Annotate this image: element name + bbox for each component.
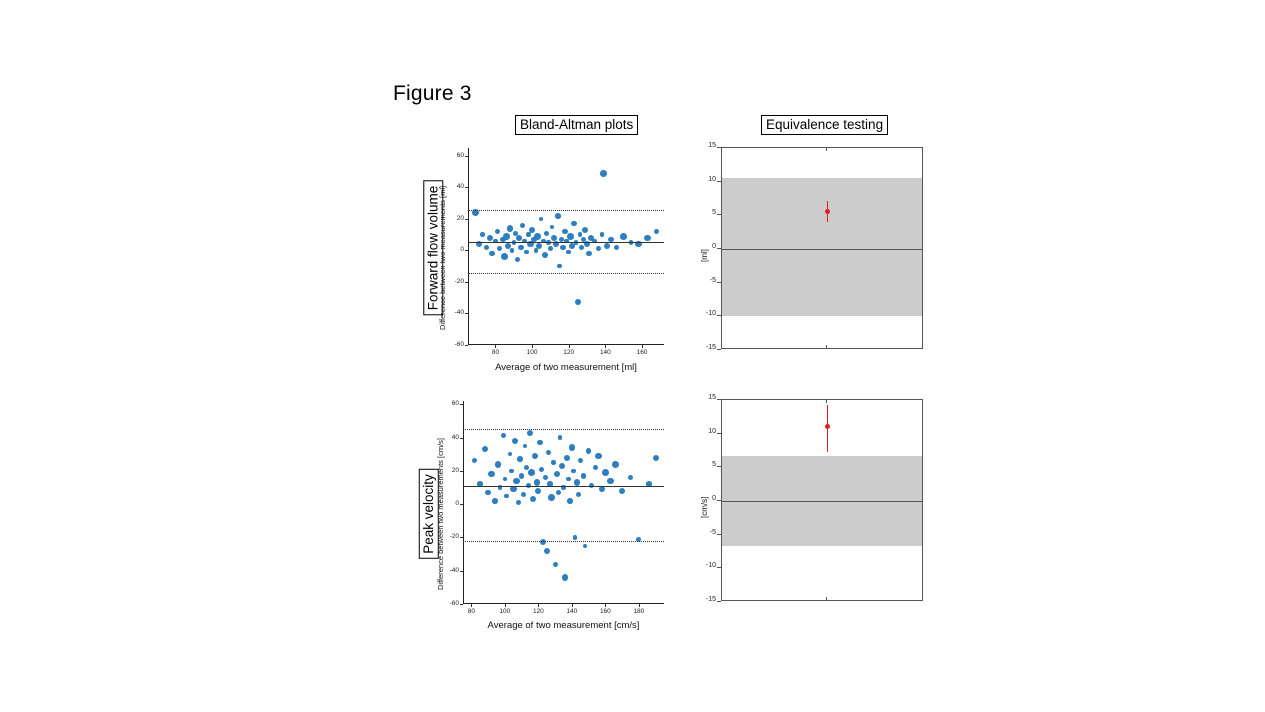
y-tick-mark: [717, 214, 721, 215]
point-estimate-marker: [825, 424, 830, 429]
y-tick-label: -10: [705, 310, 716, 318]
y-tick-label: -10: [705, 562, 716, 570]
scatter-point: [534, 248, 538, 252]
y-tick-label: -20: [454, 277, 464, 285]
scatter-point: [519, 473, 525, 479]
scatter-point: [600, 232, 604, 236]
scatter-point: [503, 233, 510, 240]
scatter-point: [509, 469, 513, 473]
upper-limit-of-agreement-line: [463, 429, 664, 430]
x-tick-mark: [639, 604, 640, 607]
chart-equivalence-peak-velocity: [721, 399, 923, 601]
scatter-point: [575, 299, 581, 305]
scatter-point: [614, 245, 620, 251]
scatter-point: [544, 548, 550, 554]
row-header-peak-velocity: Peak velocity: [419, 469, 439, 559]
y-axis-label-eq1: [ml]: [700, 249, 709, 262]
scatter-point: [530, 496, 536, 502]
scatter-point: [489, 251, 495, 257]
y-tick-label: 15: [708, 394, 716, 401]
y-tick-label: -5: [709, 276, 716, 284]
scatter-point: [551, 460, 555, 464]
scatter-point: [520, 223, 525, 228]
scatter-point: [484, 245, 490, 251]
x-tick-label: 180: [633, 608, 645, 615]
y-tick-mark: [717, 399, 721, 400]
scatter-point: [527, 430, 533, 436]
scatter-point: [534, 479, 540, 485]
y-tick-label: -40: [449, 566, 459, 574]
chart-bland-altman-forward-flow-volume: [468, 148, 664, 345]
scatter-point: [492, 498, 498, 504]
scatter-point: [495, 229, 501, 235]
scatter-point: [539, 217, 543, 221]
scatter-point: [553, 562, 558, 567]
zero-line: [722, 249, 922, 250]
scatter-point: [554, 471, 560, 477]
y-tick-label: -20: [449, 533, 459, 541]
plot-area: [463, 401, 664, 604]
scatter-point: [612, 461, 619, 468]
y-tick-label: 5: [712, 209, 716, 217]
x-tick-label: 160: [636, 349, 648, 356]
scatter-point: [573, 535, 577, 539]
x-tick-label: 80: [467, 608, 475, 615]
y-tick-mark: [717, 349, 721, 350]
y-tick-mark: [460, 504, 463, 505]
y-tick-mark: [717, 601, 721, 602]
y-tick-mark: [465, 345, 468, 346]
y-tick-mark: [717, 500, 721, 501]
y-tick-label: 0: [455, 500, 459, 508]
scatter-point: [482, 446, 488, 452]
y-axis-label-ba2: Difference between two measurements [cm/s]: [436, 437, 445, 590]
y-tick-mark: [717, 433, 721, 434]
scatter-point: [513, 478, 520, 485]
scatter-point: [488, 471, 494, 477]
y-tick-mark: [460, 571, 463, 572]
y-axis-label-ba1: Difference between two measurements [ml]: [438, 185, 447, 330]
scatter-point: [576, 492, 581, 497]
y-tick-label: 20: [451, 466, 459, 474]
scatter-point: [536, 243, 542, 249]
x-tick-mark: [826, 345, 827, 349]
x-tick-label: 120: [532, 608, 544, 615]
chart-bland-altman-peak-velocity: [463, 401, 664, 604]
scatter-point: [569, 444, 576, 451]
x-tick-mark-top: [826, 147, 827, 151]
x-tick-label: 120: [563, 349, 575, 356]
scatter-point: [586, 251, 592, 257]
y-tick-label: 0: [712, 243, 716, 250]
x-axis-label-ba2: Average of two measurement [cm/s]: [487, 620, 640, 631]
scatter-point: [558, 435, 562, 439]
scatter-point: [567, 233, 574, 240]
y-tick-label: -15: [705, 596, 716, 603]
scatter-point: [534, 233, 541, 240]
scatter-point: [628, 475, 633, 480]
column-header-bland-altman: Bland-Altman plots: [515, 115, 638, 135]
scatter-point: [578, 232, 582, 236]
scatter-point: [532, 453, 539, 460]
y-tick-label: -60: [449, 600, 459, 607]
scatter-point: [501, 433, 506, 438]
scatter-point: [566, 250, 571, 255]
scatter-point: [566, 477, 570, 481]
scatter-point: [556, 490, 562, 496]
scatter-point: [497, 246, 502, 251]
scatter-point: [644, 235, 650, 241]
upper-limit-of-agreement-line: [468, 210, 664, 211]
y-tick-mark: [460, 404, 463, 405]
mean-difference-line: [468, 242, 664, 243]
scatter-point: [518, 245, 524, 251]
x-tick-mark: [505, 604, 506, 607]
x-tick-mark: [538, 604, 539, 607]
scatter-point: [495, 461, 502, 468]
y-tick-label: 5: [712, 461, 716, 469]
y-tick-label: -5: [709, 528, 716, 536]
chart-equivalence-forward-flow-volume: [721, 147, 923, 349]
y-tick-mark: [460, 604, 463, 605]
zero-line: [722, 501, 922, 502]
scatter-point: [653, 455, 659, 461]
scatter-point: [620, 233, 627, 240]
scatter-point: [542, 252, 548, 258]
scatter-point: [567, 498, 573, 504]
scatter-point: [539, 467, 544, 472]
scatter-point: [535, 488, 541, 494]
x-tick-mark: [569, 345, 570, 348]
y-tick-label: 0: [460, 246, 464, 254]
scatter-point: [524, 250, 529, 255]
y-axis-label-eq2: [cm/s]: [700, 496, 709, 518]
scatter-point: [512, 438, 518, 444]
y-tick-mark: [465, 313, 468, 314]
scatter-point: [537, 440, 543, 446]
scatter-point: [571, 469, 575, 473]
y-tick-label: 40: [451, 433, 459, 441]
scatter-point: [544, 231, 549, 236]
scatter-point: [501, 253, 508, 260]
scatter-point: [510, 248, 514, 252]
figure-title: Figure 3: [393, 82, 472, 105]
scatter-point: [551, 235, 557, 241]
y-tick-mark: [717, 534, 721, 535]
x-tick-mark: [495, 345, 496, 348]
scatter-point: [508, 452, 512, 456]
scatter-point: [574, 479, 580, 485]
y-tick-mark: [465, 250, 468, 251]
y-tick-mark: [717, 181, 721, 182]
y-tick-mark: [717, 567, 721, 568]
scatter-point: [548, 246, 553, 251]
y-tick-mark: [717, 315, 721, 316]
y-tick-mark: [460, 471, 463, 472]
y-tick-label: -40: [454, 309, 464, 317]
x-tick-label: 100: [499, 608, 511, 615]
scatter-point: [560, 245, 566, 251]
y-tick-label: 10: [708, 175, 716, 183]
scatter-point: [571, 221, 577, 227]
x-tick-label: 100: [526, 349, 538, 356]
scatter-point: [526, 232, 530, 236]
scatter-point: [521, 492, 526, 497]
scatter-point: [548, 494, 555, 501]
scatter-point: [600, 170, 607, 177]
x-tick-mark: [642, 345, 643, 348]
scatter-point: [582, 227, 588, 233]
scatter-point: [515, 257, 520, 262]
y-tick-label: 10: [708, 427, 716, 435]
scatter-point: [578, 458, 583, 463]
y-tick-mark: [717, 248, 721, 249]
scatter-point: [485, 490, 491, 496]
y-tick-mark: [717, 147, 721, 148]
scatter-point: [583, 544, 587, 548]
x-tick-label: 140: [599, 349, 611, 356]
scatter-point: [516, 500, 521, 505]
scatter-point: [586, 448, 592, 454]
y-tick-label: 20: [456, 214, 464, 222]
scatter-point: [504, 494, 508, 498]
x-tick-label: 160: [599, 608, 611, 615]
scatter-point: [619, 488, 625, 494]
scatter-point: [581, 473, 587, 479]
x-tick-mark: [826, 597, 827, 601]
x-axis-label-ba1: Average of two measurement [ml]: [495, 362, 637, 373]
x-tick-mark-top: [826, 399, 827, 403]
scatter-point: [559, 463, 565, 469]
y-tick-mark: [465, 282, 468, 283]
scatter-point: [517, 456, 523, 462]
lower-limit-of-agreement-line: [468, 273, 664, 274]
scatter-point: [602, 469, 609, 476]
scatter-point: [472, 458, 477, 463]
y-tick-mark: [465, 156, 468, 157]
scatter-point: [607, 478, 614, 485]
plot-area: [468, 148, 664, 345]
scatter-point: [596, 246, 601, 251]
scatter-point: [604, 243, 610, 249]
scatter-point: [546, 450, 551, 455]
y-tick-mark: [460, 537, 463, 538]
scatter-point: [555, 213, 561, 219]
scatter-point: [529, 227, 535, 233]
y-tick-label: -60: [454, 341, 464, 348]
y-tick-label: 60: [456, 151, 464, 159]
scatter-point: [543, 475, 548, 480]
x-tick-mark: [532, 345, 533, 348]
y-tick-label: 40: [456, 183, 464, 191]
column-header-equivalence: Equivalence testing: [761, 115, 888, 135]
x-tick-mark: [572, 604, 573, 607]
scatter-point: [528, 469, 535, 476]
equivalence-band: [722, 178, 922, 316]
scatter-point: [503, 477, 507, 481]
scatter-point: [562, 574, 569, 581]
scatter-point: [564, 455, 570, 461]
y-tick-label: 60: [451, 400, 459, 408]
scatter-point: [507, 225, 514, 232]
mean-difference-line: [463, 486, 664, 487]
y-tick-mark: [465, 187, 468, 188]
y-tick-label: -15: [705, 344, 716, 351]
lower-limit-of-agreement-line: [463, 541, 664, 542]
scatter-point: [550, 225, 554, 229]
scatter-point: [480, 232, 484, 236]
scatter-point: [654, 229, 660, 235]
scatter-point: [557, 264, 561, 268]
row-header-forward-flow-volume: Forward flow volume: [423, 181, 443, 316]
scatter-point: [595, 453, 602, 460]
x-tick-mark: [605, 345, 606, 348]
y-tick-mark: [465, 219, 468, 220]
y-tick-mark: [717, 466, 721, 467]
x-tick-label: 80: [491, 349, 500, 356]
x-tick-label: 140: [566, 608, 578, 615]
scatter-point: [523, 444, 527, 448]
y-tick-label: 15: [708, 142, 716, 149]
y-tick-mark: [460, 438, 463, 439]
scatter-point: [593, 465, 599, 471]
x-tick-mark: [471, 604, 472, 607]
y-tick-label: 0: [712, 495, 716, 502]
y-tick-mark: [717, 282, 721, 283]
x-tick-mark: [605, 604, 606, 607]
